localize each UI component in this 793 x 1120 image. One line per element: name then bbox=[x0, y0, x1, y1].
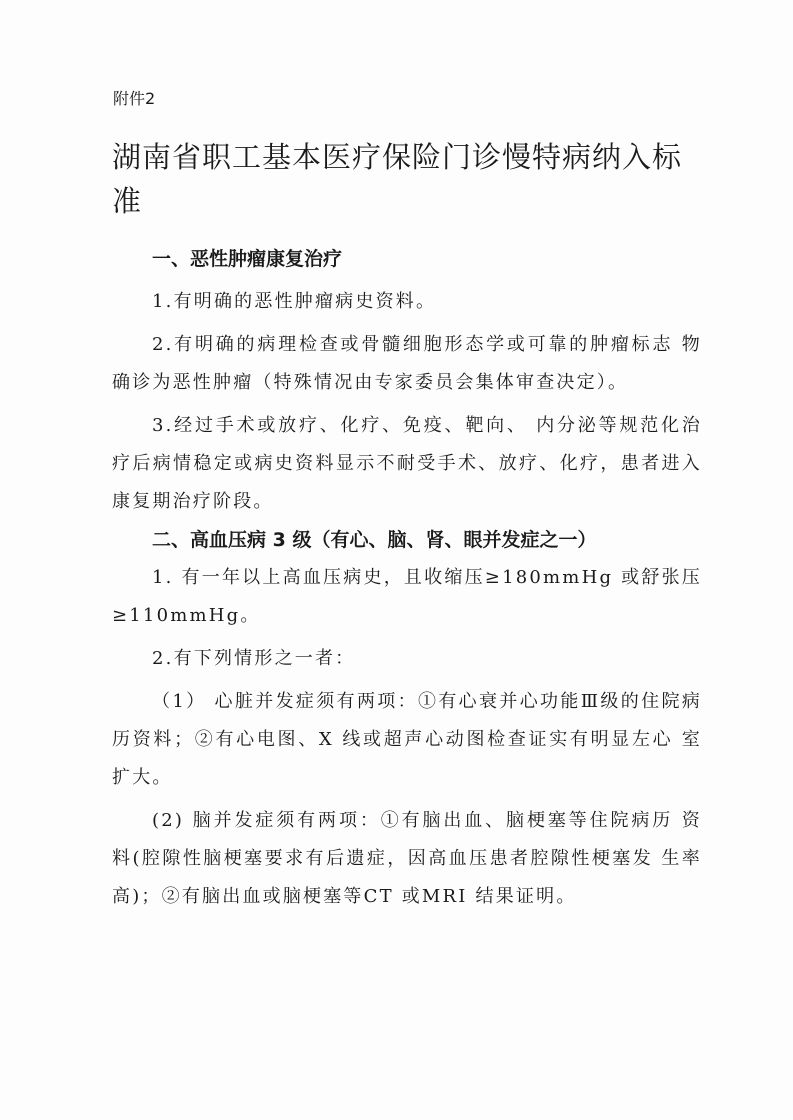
attachment-label: 附件2 bbox=[113, 89, 156, 108]
section-malignant-tumor bbox=[112, 240, 702, 521]
document-body bbox=[112, 240, 702, 916]
paragraph: 2.有明确的病理检查或骨髓细胞形态学或可靠的肿瘤标志 物确诊为恶性肿瘤（特殊情况由专家委员会集体审查决定）。 bbox=[112, 334, 702, 393]
paragraph: (2) 脑并发症须有两项：①有脑出血、脑梗塞等住院病历 资料(腔隙性脑梗塞要求有后遗症，因高血压患者腔隙性梗塞发 生率高)；②有脑出血或脑梗塞等CT 或MRI 结果证明。 bbox=[112, 810, 702, 907]
document-title: 湖南省职工基本医疗保险门诊慢特病纳入标准 bbox=[112, 140, 683, 218]
section-hypertension bbox=[112, 521, 702, 916]
paragraph: 1. 有一年以上高血压病史，且收缩压≥180mmHg 或舒张压 ≥110mmHg。 bbox=[112, 567, 702, 626]
paragraph: （1） 心脏并发症须有两项：①有心衰并心功能Ⅲ级的住院病历资料；②有心电图、X 线或超声心动图检查证实有明显左心 室扩大。 bbox=[112, 691, 702, 788]
section-heading: 二、高血压病 3 级（有心、脑、肾、眼并发症之一） bbox=[152, 529, 597, 551]
section-heading: 一、恶性肿瘤康复治疗 bbox=[152, 248, 343, 270]
paragraph: 1.有明确的恶性肿瘤病史资料。 bbox=[152, 291, 437, 312]
paragraph: 2.有下列情形之一者： bbox=[152, 648, 356, 669]
paragraph: 3.经过手术或放疗、化疗、免疫、靶向、 内分泌等规范化治疗后病情稳定或病史资料显示不耐受手术、放疗、化疗，患者进入康复期治疗阶段。 bbox=[112, 415, 702, 512]
